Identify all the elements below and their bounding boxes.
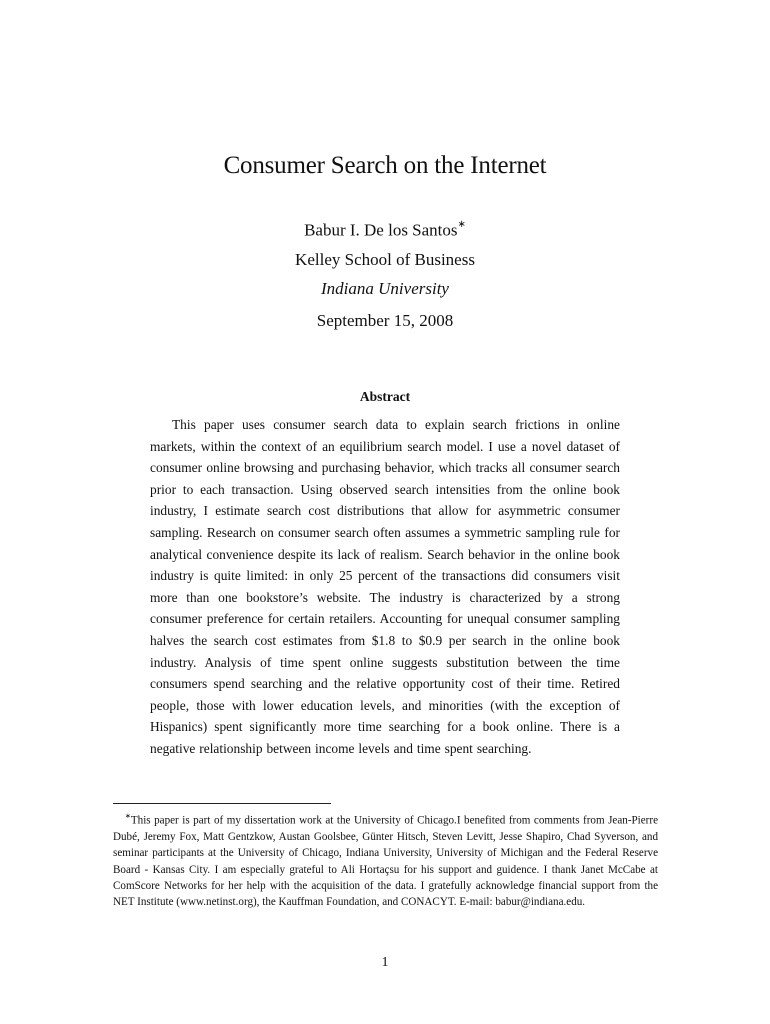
footnote-divider xyxy=(113,803,331,804)
page-number: 1 xyxy=(381,955,389,970)
footnote xyxy=(113,809,658,910)
abstract-heading: Abstract xyxy=(359,389,411,404)
affiliation-university: Indiana University xyxy=(321,278,449,298)
paper-date: September 15, 2008 xyxy=(316,311,454,330)
abstract-text: This paper uses consumer search data to explain search frictions in online markets, within the context of an equilibrium search model. I use a novel dataset of consumer online browsing and purchasing behavior, which tracks all consumer search prior to each transaction. Using observed search intensities from the online book industry, I estimate search cost distributions that allow for asymmetric consumer sampling. Research on consumer search often assumes a symmetric sampling rule for analytical convenience despite its lack of realism. Search behavior in the online book industry is quite limited: in only 25 percent of the transactions did consumers visit more than one bookstore’s website. The industry is characterized by a strong consumer preference for certain retailers. Accounting for unequal consumer sampling halves the search cost estimates from $1.8 to $0.9 per search in the online book industry. Analysis of time spent online suggests substitution between the time consumers spend searching and the relative opportunity cost of their time. Retired people, those with lower education levels, and minorities (with the exception of Hispanics) spent significantly more time searching for a book online. There is a negative relationship between income levels and time spent searching. xyxy=(150,417,620,756)
paper-title: Consumer Search on the Internet xyxy=(223,152,547,179)
affiliation-school: Kelley School of Business xyxy=(295,249,475,269)
author-name: Babur I. De los Santos xyxy=(304,220,458,240)
author-line xyxy=(0,212,770,245)
footnote-text: This paper is part of my dissertation work at the University of Chicago.I benefited from comments from Jean-Pierre Dubé, Jeremy Fox, Matt Gentzkow, Austan Goolsbee, Günter Hitsch, Steven Levitt, Jesse Shapiro, Chad Syverson, and seminar participants at the University of Chicago, Indiana University, University of Michigan and the Federal Reserve Board - Kansas City. I am especially grateful to Ali Hortaçsu for his support and guidence. I thank Janet McCabe at ComScore Networks for her help with the acquisition of the data. I gratefully acknowledge financial support from the NET Institute (www.netinst.org), the Kauffman Foundation, and CONACYT. E-mail: babur@indiana.edu. xyxy=(113,814,658,909)
author-footnote-mark: ∗ xyxy=(457,219,466,230)
author-block xyxy=(0,212,770,303)
footnote-mark: ∗ xyxy=(125,812,131,820)
